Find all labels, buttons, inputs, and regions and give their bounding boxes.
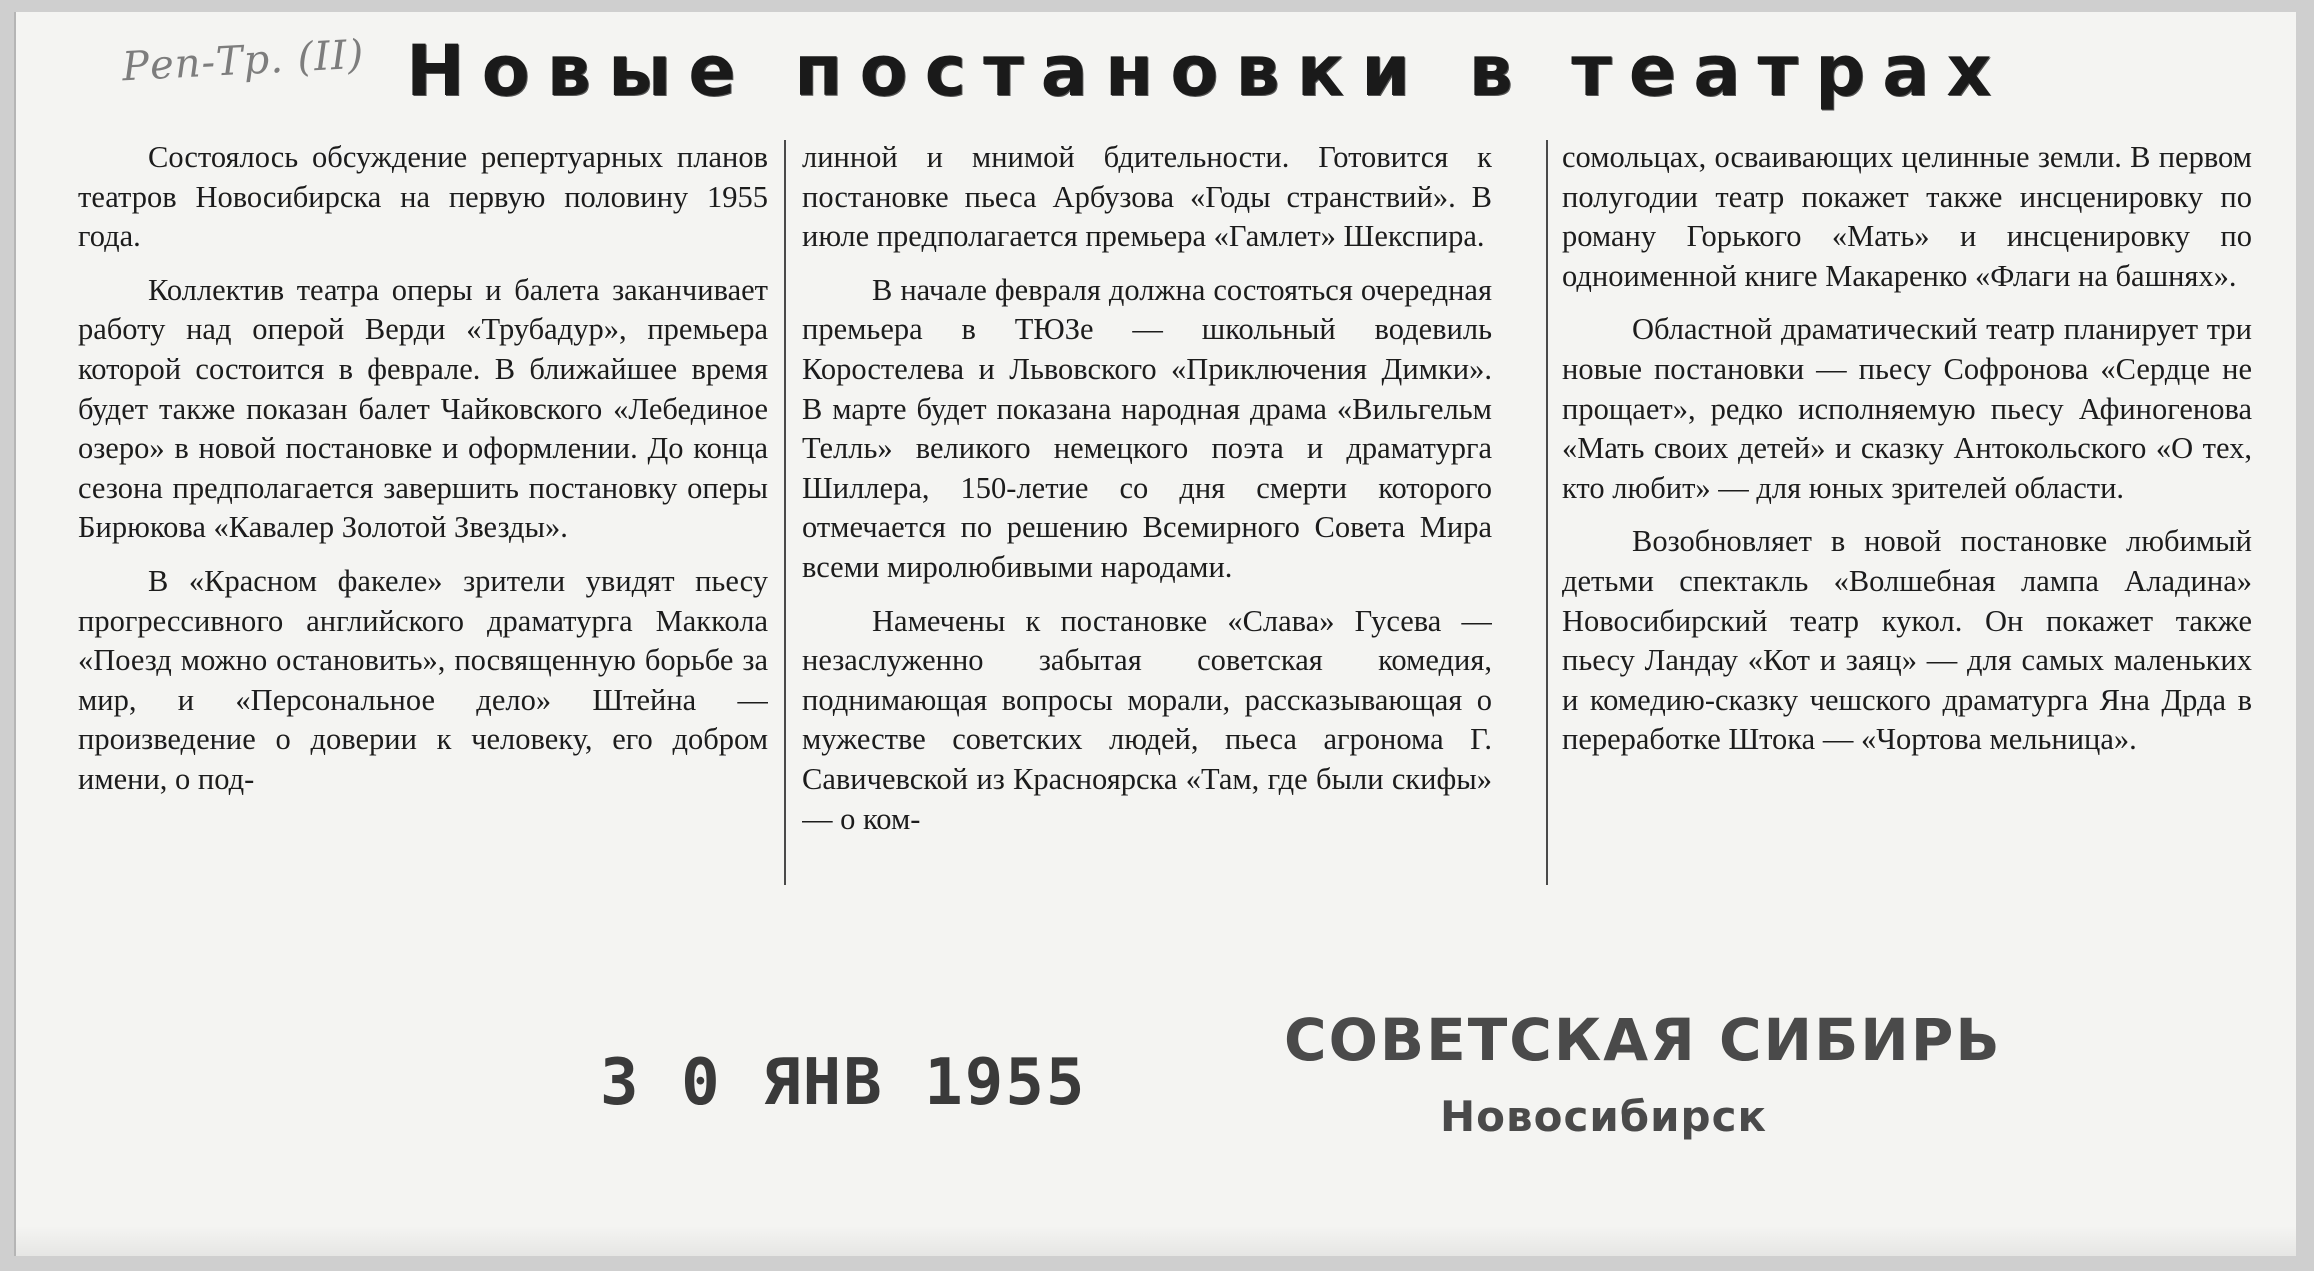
paragraph: сомольцах, осваивающих целинные земли. В первом полугодии театр покажет также инсценировку по роману Горького «Мать» и инсценировку по одноименной книге Макаренко «Флаги на башнях».	[1562, 140, 2252, 293]
paragraph: Коллектив театра оперы и балета заканчивает работу над оперой Верди «Трубадур», премьера которой состоится в феврале. В ближайшее время будет также показан балет Чайковского «Лебединое озеро» в новой постановке и оформлении. До конца сезона предполагается завершить постановку оперы Бирюкова «Кавалер Золотой Звезды».	[78, 272, 768, 545]
handwritten-archive-note: Реп-Тр. (II)	[120, 31, 366, 91]
paragraph: В «Красном факеле» зрители увидят пьесу прогрессивного английского драматурга Маккола «Поезд можно остановить», посвященную борьбе за мир, и «Персональное дело» Штейна — произведение о доверии к человеку, его добром имени, о под-	[78, 563, 768, 796]
newspaper-clipping	[14, 12, 2296, 1256]
paper-edge-shadow	[16, 1226, 2296, 1256]
article-column-2	[802, 138, 1492, 904]
article-headline: Новые постановки в театрах	[406, 30, 2009, 112]
paragraph: линной и мнимой бдительности. Готовится к постановке пьеса Арбузова «Годы странствий». В июле предполагается премьера «Гамлет» Шекспира.	[802, 140, 1492, 254]
paragraph: Возобновляет в новой постановке любимый детьми спектакль «Волшебная лампа Аладина» Новосибирский театр кукол. Он покажет также пьесу Ландау «Кот и заяц» — для самых маленьких и комедию-сказку чешского драматурга Яна Дрда в переработке Штока — «Чортова мельница».	[1562, 524, 2252, 757]
paragraph: Намечены к постановке «Слава» Гусева — незаслуженно забытая советская комедия, поднимающая вопросы морали, рассказывающая о мужестве советских людей, пьеса агронома Г. Савичевской из Красноярска «Там, где были скифы» — о ком-	[802, 603, 1492, 836]
column-divider	[784, 140, 786, 885]
article-column-3	[1562, 138, 2252, 904]
paragraph: Состоялось обсуждение репертуарных планов театров Новосибирска на первую половину 1955 года.	[78, 140, 768, 254]
newspaper-city-stamp: Новосибирск	[1440, 1092, 1767, 1141]
article-column-1	[78, 138, 768, 904]
newspaper-name-stamp: СОВЕТСКАЯ СИБИРЬ	[1284, 1006, 2002, 1074]
date-stamp: 3 0 ЯНВ 1955	[600, 1046, 1087, 1120]
paragraph: В начале февраля должна состояться очередная премьера в ТЮЗе — школьный водевиль Коростелева и Львовского «Приключения Димки». В марте будет показана народная драма «Вильгельм Телль» великого немецкого поэта и драматурга Шиллера, 150-летие со дня смерти которого отмечается по решению Всемирного Совета Мира всеми миролюбивыми народами.	[802, 272, 1492, 584]
paragraph: Областной драматический театр планирует три новые постановки — пьесу Софронова «Сердце не прощает», редко исполняемую пьесу Афиногенова «Мать своих детей» и сказку Антокольского «О тех, кто любит» — для юных зрителей области.	[1562, 312, 2252, 505]
column-divider	[1546, 140, 1548, 885]
